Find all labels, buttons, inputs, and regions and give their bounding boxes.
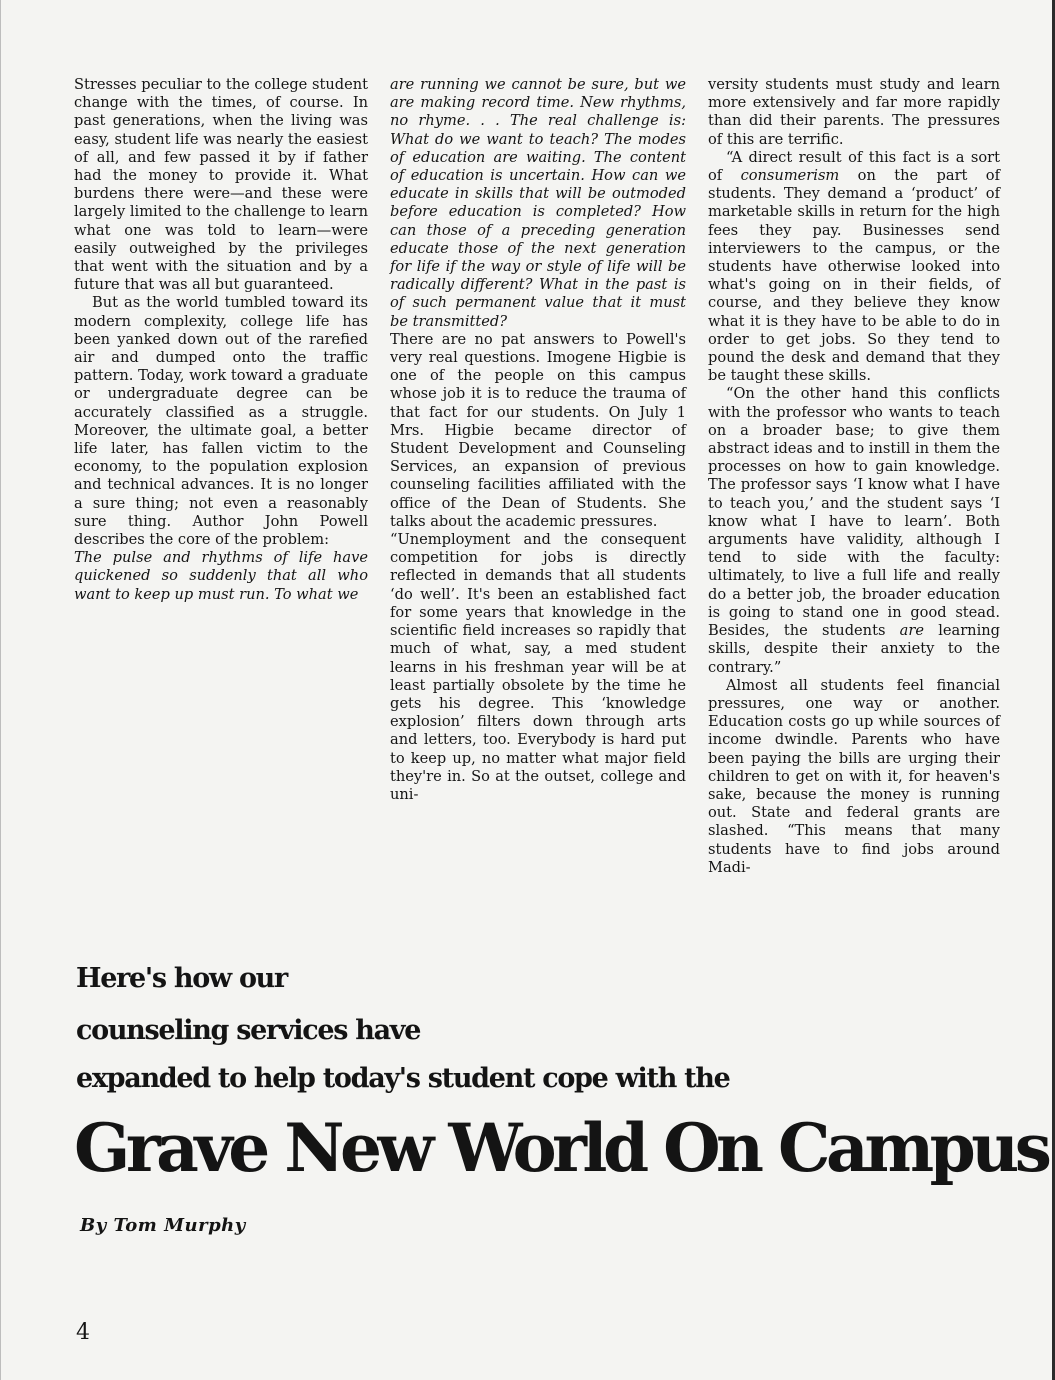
headline-line-1: Here's how our	[76, 963, 287, 994]
column-3-paragraph-2-end: on the part of students. They demand a ‘product’ of marketable skills in return for the high fees they pay. Businesses send interviewers to the campus, or the students have otherwise looked into what's going on in their fields, of course, and they believe they know what it is they have to be able to do in order to get jobs. So they tend to pound the desk and demand that they be taught these skills.	[708, 167, 1000, 385]
column-3-paragraph-3	[708, 385, 1000, 676]
column-3-paragraph-1: versity students must study and learn more extensively and far more rapidly than did their parents. The pressures of this are terrific.	[708, 76, 1000, 148]
column-2-paragraph-2: “Unemployment and the consequent competition for jobs is directly reflected in demands that all students ‘do well’. It's been an established fact for some years that knowledge in the scientific field increases so rapidly that much of what, say, a med student learns in his freshman year will be at least partially obsolete by the time he gets his degree. This ‘knowledge explosion’ filters down through arts and letters, too. Everybody is hard put to keep up, no matter what major field they're in. So at the outset, college and uni-	[390, 531, 686, 803]
article-column-2	[390, 76, 686, 804]
column-1-paragraph-2: But as the world tumbled toward its modern complexity, college life has been yanked down out of the rarefied air and dumped onto the traffic pattern. Today, work toward a graduate or undergraduate degree can be accurately classified as a struggle. Moreover, the ultimate goal, a better life later, has fallen victim to the economy, to the population explosion and technical advances. It is no longer a sure thing; not even a reasonably sure thing. Author John Powell describes the core of the problem:	[74, 294, 368, 549]
are-emphasis: are	[899, 622, 924, 640]
article-title: Grave New World On Campus	[74, 1109, 1048, 1187]
byline: By Tom Murphy	[80, 1215, 246, 1236]
page-number: 4	[76, 1320, 90, 1345]
column-1-paragraph-1: Stresses peculiar to the college student change with the times, of course. In past generations, when the living was easy, student life was nearly the easiest of all, and few passed it by if father had the money to provide it. What burdens there were—and these were largely limited to the challenge to learn what one was told to learn—were easily outweighed by the privileges that went with the situation and by a future that was all but guaranteed.	[74, 76, 368, 294]
column-1-quote: The pulse and rhythms of life have quickened so suddenly that all who want to keep up must run. To what we	[74, 549, 368, 603]
headline-line-2: counseling services have	[76, 1015, 421, 1046]
article-column-1	[74, 76, 368, 604]
column-3-paragraph-3-start: “On the other hand this conflicts with the professor who wants to teach on a broader base; to give them abstract ideas and to instill in them the processes on how to gain knowledge. The professor says ‘I know what I have to teach you,’ and the student says ‘I know what I have to learn’. Both arguments have validity, although I tend to side with the faculty: ultimately, to live a full life and really do a better job, the broader education is going to stand one in good stead. Besides, the students	[708, 385, 1000, 640]
column-3-paragraph-3-end: learning skills, despite their anxiety to the contrary.”	[708, 622, 1000, 676]
column-2-quote: are running we cannot be sure, but we are making record time. New rhythms, no rhyme. . . The real challenge is: What do we want to teach? The modes of education are waiting. The content of education is uncertain. How can we educate in skills that will be outmoded before education is completed? How can those of a preceding generation educate those of the next generation for life if the way or style of life will be radically different? What in the past is of such permanent value that it must be transmitted?	[390, 76, 686, 330]
column-3-paragraph-2	[708, 149, 1000, 386]
headline-line-3: expanded to help today's student cope with the	[76, 1063, 730, 1094]
consumerism-emphasis: consumerism	[740, 167, 840, 185]
scan-edge-left	[0, 0, 1, 1380]
article-column-3	[708, 76, 1000, 877]
column-3-paragraph-2-start: “A direct result of this fact is a sort of	[708, 148, 1000, 185]
column-3-paragraph-4: Almost all students feel financial pressures, one way or another. Education costs go up while sources of income dwindle. Parents who have been paying the bills are urging their children to get on with it, for heaven's sake, because the money is running out. State and federal grants are slashed. “This means that many students have to find jobs around Madi-	[708, 676, 1000, 876]
column-2-paragraph-1: There are no pat answers to Powell's very real questions. Imogene Higbie is one of the people on this campus whose job it is to reduce the trauma of that fact for our students. On July 1 Mrs. Higbie became director of Student Development and Counseling Services, an expansion of previous counseling facilities affiliated with the office of the Dean of Students. She talks about the academic pressures.	[390, 330, 686, 530]
